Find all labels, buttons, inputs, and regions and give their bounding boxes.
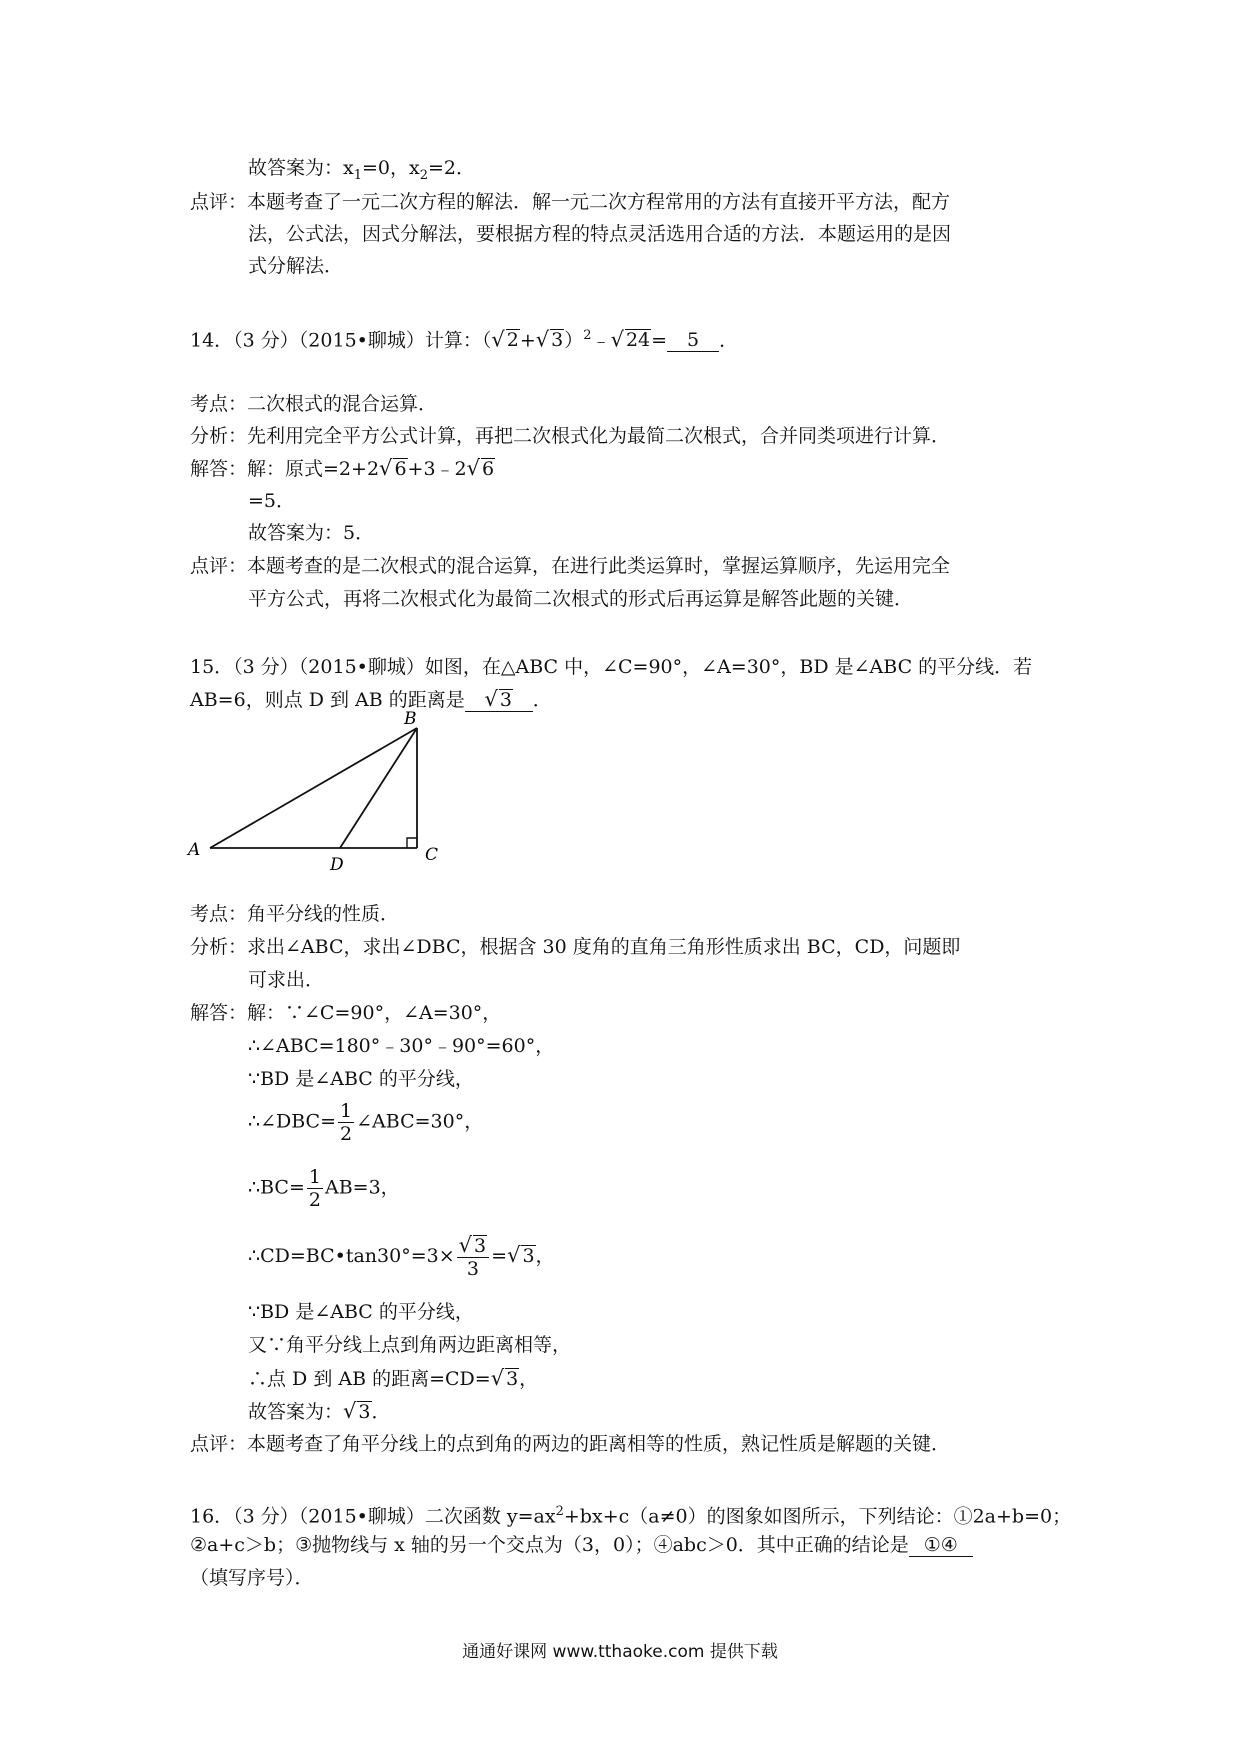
fraction-half: $\frac{1}{2}$ <box>308 1166 321 1211</box>
q14-analysis: 分析：先利用完全平方公式计算，再把二次根式化为最简二次根式，合并同类项进行计算． <box>190 425 951 447</box>
q15-solution-line-5: ∴BC= $\frac{1}{2}$ AB=3， <box>248 1166 400 1211</box>
fraction-half: $\frac{1}{2}$ <box>340 1100 353 1145</box>
q14-comment-line-1: 点评：本题考查的是二次根式的混合运算，在进行此类运算时，掌握运算顺序，先运用完全 <box>190 555 951 577</box>
q15-solution-line-3: ∵BD 是∠ABC 的平分线， <box>248 1068 474 1090</box>
q14-answer: 5 <box>667 329 719 352</box>
label-a: A <box>188 840 201 860</box>
q14-point: 考点：二次根式的混合运算． <box>190 393 438 415</box>
q15-solution-line-10: 故答案为：√ 3． <box>248 1399 391 1423</box>
prev-comment-line-1: 点评：本题考查了一元二次方程的解法．解一元二次方程常用的方法有直接开平方法，配方 <box>190 191 951 213</box>
q14-solution-line-2: =5． <box>248 490 296 512</box>
q15-solution-line-7: ∵BD 是∠ABC 的平分线， <box>248 1301 474 1323</box>
prev-comment-line-3: 式分解法． <box>248 255 344 277</box>
q15-analysis-line-2: 可求出． <box>248 969 325 991</box>
q15-solution-line-6: ∴CD=BC•tan30°=3× $\frac{√ 3}{3}$ =√ 3， <box>248 1233 555 1280</box>
fraction-root3-over-3: $\frac{√ 3}{3}$ <box>457 1234 489 1280</box>
triangle-figure <box>180 708 460 878</box>
segment-bd <box>340 728 417 848</box>
q16-stem-line-1: 16．（3 分）（2015•聊城）二次函数 $y=ax^2+bx+c(a\ne 0)$的图象如图所示，下列结论：①2a+b=0； <box>190 1504 1072 1528</box>
q15-stem-line-1: 15．（3 分）（2015•聊城）如图，在△ABC 中，∠C=90°，∠A=30°，BD 是∠ABC 的平分线．若 <box>190 656 1033 678</box>
q16-answer: ①④ <box>909 1534 973 1557</box>
q15-solution-line-8: 又∵角平分线上点到角两边距离相等， <box>248 1334 572 1356</box>
label-b: B <box>404 709 417 729</box>
q15-solution-line-9: ∴点 D 到 AB 的距离=CD=√ 3， <box>248 1366 539 1390</box>
q15-stem-line-2: AB=6，则点 D 到 AB 的距离是 √ 3 ． <box>190 687 552 711</box>
q14-solution-line-1: 解答：解：原式=2+2√ 6+3﹣2√ 6 <box>190 456 495 480</box>
q15-solution-line-1: 解答：解：∵∠C=90°，∠A=30°， <box>190 1002 502 1024</box>
prev-answer: 故答案为：$x_1=0$，$x_2=2$． <box>248 157 476 183</box>
label-c: C <box>425 845 439 865</box>
q15-point: 考点：角平分线的性质． <box>190 903 400 925</box>
q15-answer: √ 3 <box>465 688 533 712</box>
q15-analysis-line-1: 分析：求出∠ABC，求出∠DBC，根据含 30 度角的直角三角形性质求出 BC，CD，问题即 <box>190 936 961 958</box>
q14-stem: 14．（3 分）（2015•聊城）计算：（√ 2+√ 3）$^2$﹣√ 24= 5 ． <box>190 327 739 352</box>
q15-solution-line-2: ∴∠ABC=180°﹣30°﹣90°=60°， <box>248 1035 555 1057</box>
label-d: D <box>330 855 344 875</box>
q16-stem-line-3: （填写序号）． <box>190 1567 314 1589</box>
page-footer: 通通好课网 www.tthaoke.com 提供下载 <box>462 1642 778 1662</box>
q15-solution-line-4: ∴∠DBC= $\frac{1}{2}$ ∠ABC=30°， <box>248 1100 484 1145</box>
prev-comment-line-2: 法，公式法，因式分解法，要根据方程的特点灵活选用合适的方法．本题运用的是因 <box>248 223 952 245</box>
side-ab <box>210 728 417 848</box>
right-angle-mark <box>407 838 417 848</box>
q14-solution-line-3: 故答案为：5． <box>248 522 375 544</box>
q15-comment: 点评：本题考查了角平分线上的点到角的两边的距离相等的性质，熟记性质是解题的关键． <box>190 1433 951 1455</box>
q16-stem-line-2: ②a+c＞b；③抛物线与 x 轴的另一个交点为（3，0）；④abc＞0．其中正确的结论是 ①④ <box>190 1533 973 1557</box>
q14-comment-line-2: 平方公式，再将二次根式化为最简二次根式的形式后再运算是解答此题的关键． <box>248 588 914 610</box>
